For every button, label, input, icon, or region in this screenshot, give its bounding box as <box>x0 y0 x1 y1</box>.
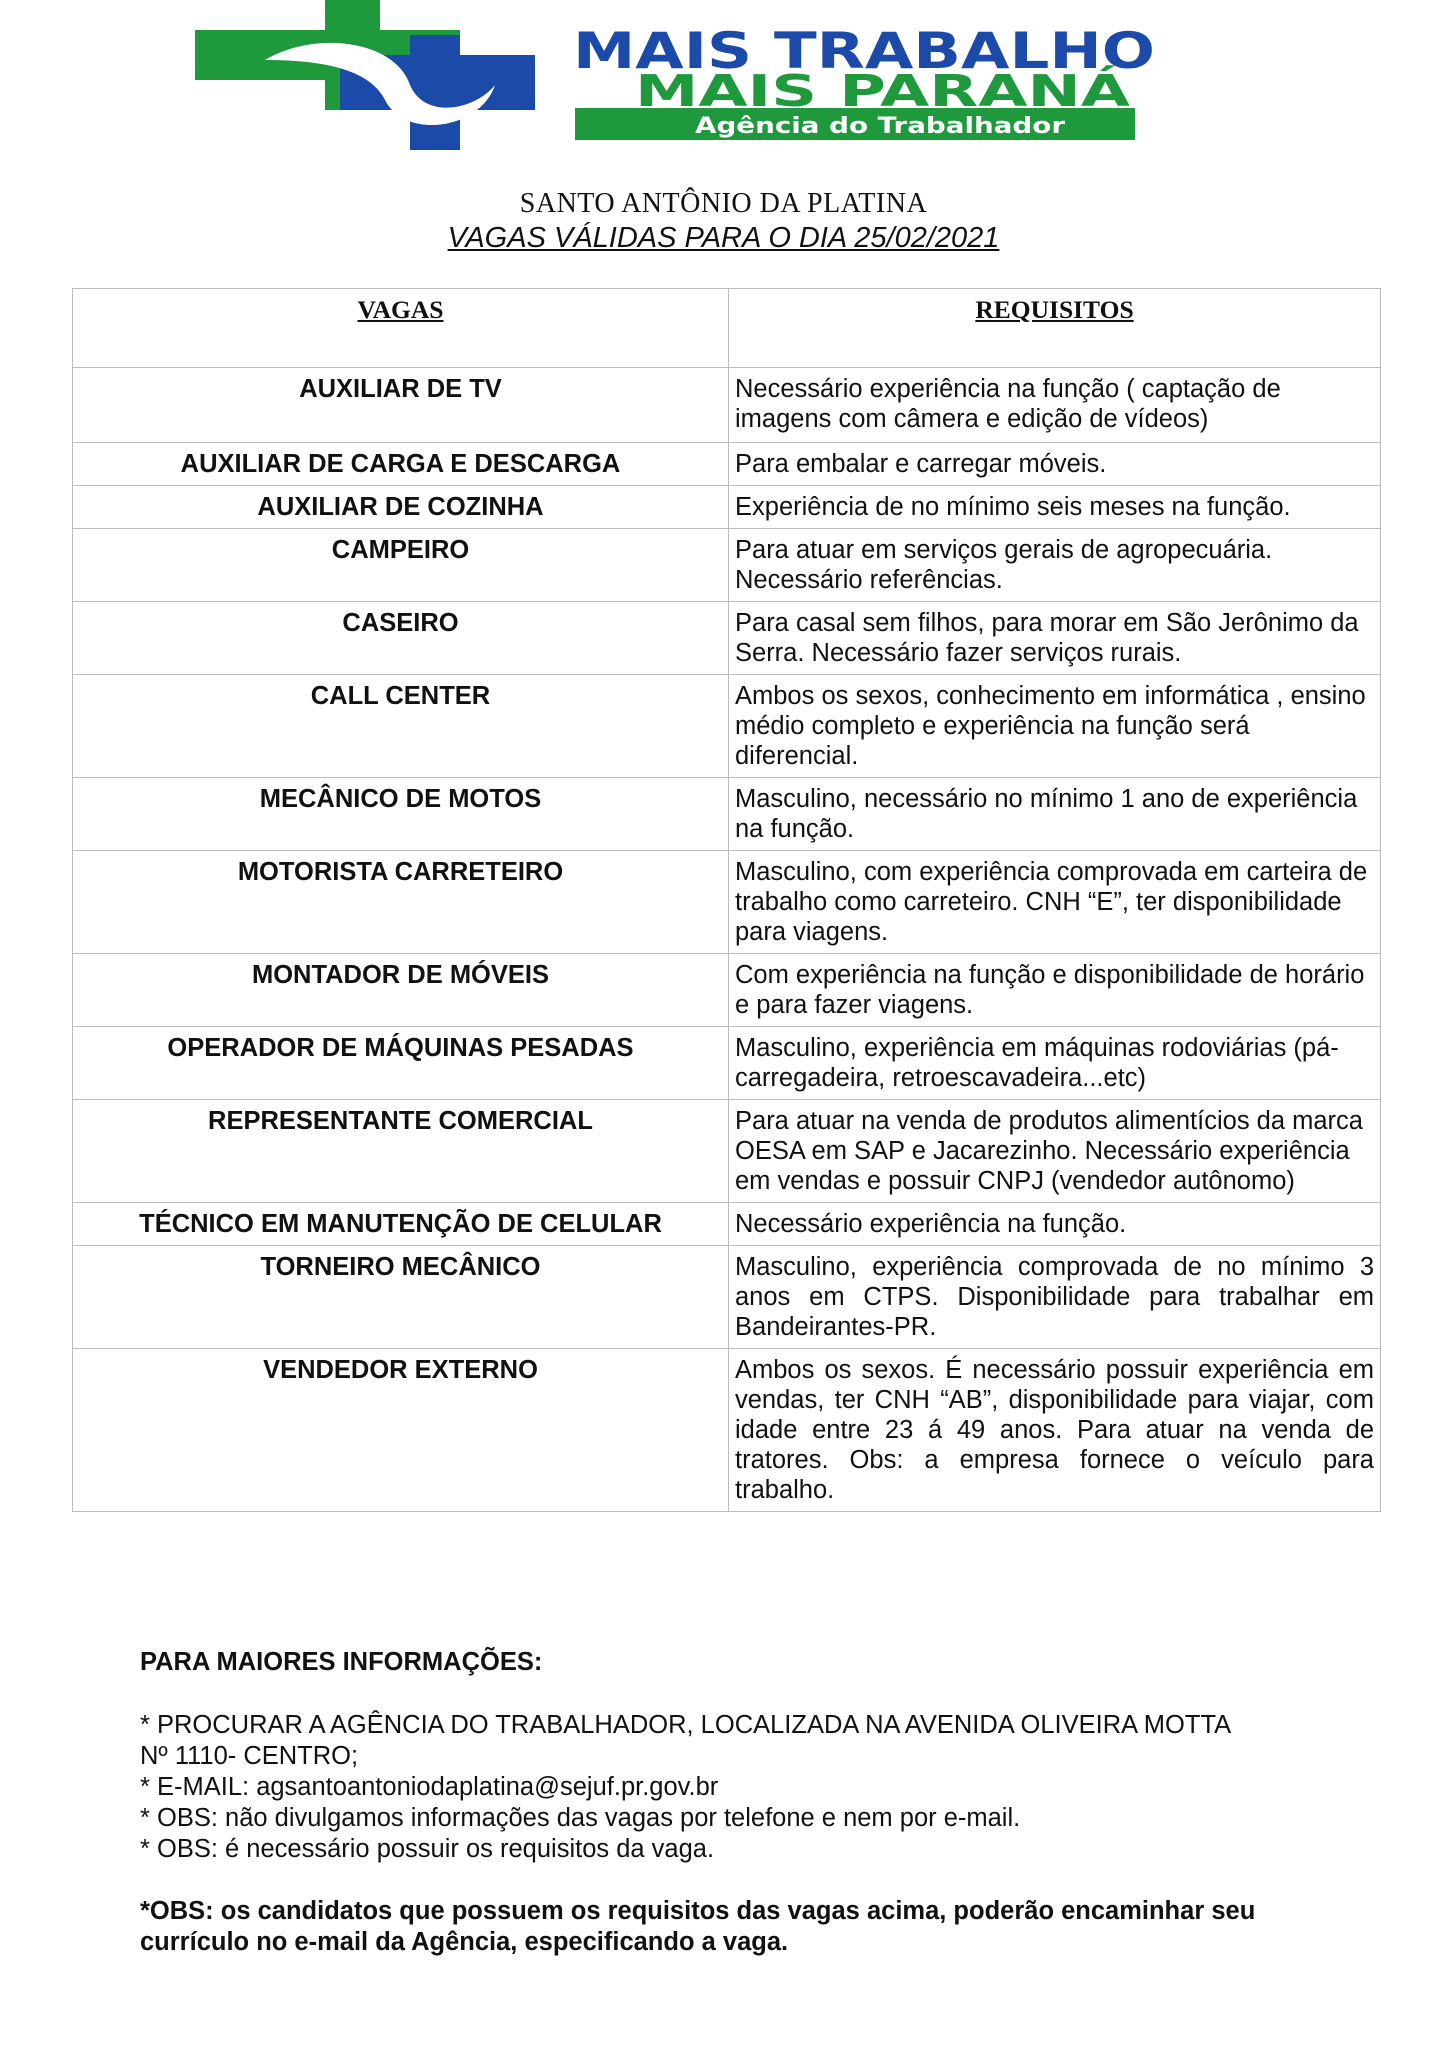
table-row <box>73 529 1381 602</box>
job-title: AUXILIAR DE COZINHA <box>73 486 729 529</box>
job-title: CASEIRO <box>73 602 729 675</box>
table-row <box>73 675 1381 778</box>
job-requirements: Para embalar e carregar móveis. <box>729 443 1381 486</box>
table-row <box>73 443 1381 486</box>
table-row <box>73 1027 1381 1100</box>
job-title: MONTADOR DE MÓVEIS <box>73 954 729 1027</box>
final-note-line: currículo no e-mail da Agência, especificando a vaga. <box>140 1928 789 1956</box>
job-requirements: Experiência de no mínimo seis meses na função. <box>729 486 1381 529</box>
jobs-table <box>72 288 1381 1512</box>
logo-banner-text: Agência do Trabalhador <box>695 114 1066 139</box>
table-row <box>73 1100 1381 1203</box>
job-requirements: Com experiência na função e disponibilidade de horário e para fazer viagens. <box>729 954 1381 1027</box>
validity-heading: VAGAS VÁLIDAS PARA O DIA 25/02/2021 <box>447 222 1000 254</box>
job-requirements: Para atuar em serviços gerais de agropecuária. Necessário referências. <box>729 529 1381 602</box>
job-requirements: Ambos os sexos. É necessário possuir experiência em vendas, ter CNH “AB”, disponibilidade para viajar, com idade entre 23 á 49 anos. Para atuar na venda de tratores. Obs: a empresa fornece o veículo para trabalho. <box>729 1349 1381 1512</box>
job-title: MOTORISTA CARRETEIRO <box>73 851 729 954</box>
job-title: TORNEIRO MECÂNICO <box>73 1246 729 1349</box>
job-title: OPERADOR DE MÁQUINAS PESADAS <box>73 1027 729 1100</box>
address-line: Nº 1110- CENTRO; <box>140 1742 359 1770</box>
job-title: MECÂNICO DE MOTOS <box>73 778 729 851</box>
email-line: * E-MAIL: agsantoantoniodaplatina@sejuf.pr.gov.br <box>140 1773 719 1801</box>
table-row <box>73 368 1381 443</box>
job-requirements: Necessário experiência na função. <box>729 1203 1381 1246</box>
col-requisitos-header: REQUISITOS <box>729 289 1381 368</box>
table-header-row <box>73 289 1381 368</box>
obs-line: * OBS: é necessário possuir os requisitos da vaga. <box>140 1835 715 1863</box>
job-requirements: Masculino, experiência em máquinas rodoviárias (pá-carregadeira, retroescavadeira...etc) <box>729 1027 1381 1100</box>
table-row <box>73 1349 1381 1512</box>
job-requirements: Para casal sem filhos, para morar em São Jerônimo da Serra. Necessário fazer serviços rurais. <box>729 602 1381 675</box>
table-row <box>73 602 1381 675</box>
obs-line: * OBS: não divulgamos informações das vagas por telefone e nem por e-mail. <box>140 1804 1021 1832</box>
job-title: CAMPEIRO <box>73 529 729 602</box>
mais-trabalho-logo <box>195 0 1295 160</box>
job-title: REPRESENTANTE COMERCIAL <box>73 1100 729 1203</box>
final-note <box>140 1896 1340 1958</box>
job-title: VENDEDOR EXTERNO <box>73 1349 729 1512</box>
city-heading: SANTO ANTÔNIO DA PLATINA <box>519 188 928 219</box>
job-title: CALL CENTER <box>73 675 729 778</box>
job-title: AUXILIAR DE CARGA E DESCARGA <box>73 443 729 486</box>
job-requirements: Masculino, com experiência comprovada em carteira de trabalho como carreteiro. CNH “E”, ter disponibilidade para viagens. <box>729 851 1381 954</box>
table-row <box>73 851 1381 954</box>
info-title: PARA MAIORES INFORMAÇÕES: <box>140 1648 543 1676</box>
final-note-line: *OBS: os candidatos que possuem os requisitos das vagas acima, poderão encaminhar seu <box>140 1897 1256 1925</box>
job-requirements: Masculino, necessário no mínimo 1 ano de experiência na função. <box>729 778 1381 851</box>
table-row <box>73 954 1381 1027</box>
table-row <box>73 1203 1381 1246</box>
col-vagas-header: VAGAS <box>73 289 729 368</box>
job-requirements: Masculino, experiência comprovada de no mínimo 3 anos em CTPS. Disponibilidade para trabalhar em Bandeirantes-PR. <box>729 1246 1381 1349</box>
job-requirements: Para atuar na venda de produtos alimentícios da marca OESA em SAP e Jacarezinho. Necessário experiência em vendas e possuir CNPJ (vendedor autônomo) <box>729 1100 1381 1203</box>
table-row <box>73 1246 1381 1349</box>
job-title: TÉCNICO EM MANUTENÇÃO DE CELULAR <box>73 1203 729 1246</box>
table-row <box>73 486 1381 529</box>
logo-line1: MAIS TRABALHO <box>573 22 1155 80</box>
job-requirements: Ambos os sexos, conhecimento em informática , ensino médio completo e experiência na função será diferencial. <box>729 675 1381 778</box>
table-row <box>73 778 1381 851</box>
address-line: * PROCURAR A AGÊNCIA DO TRABALHADOR, LOCALIZADA NA AVENIDA OLIVEIRA MOTTA <box>140 1711 1232 1739</box>
job-requirements: Necessário experiência na função ( captação de imagens com câmera e edição de vídeos) <box>729 368 1381 443</box>
logo-line2: MAIS PARANÁ <box>635 66 978 117</box>
job-title: AUXILIAR DE TV <box>73 368 729 443</box>
info-block <box>140 1710 1340 1865</box>
